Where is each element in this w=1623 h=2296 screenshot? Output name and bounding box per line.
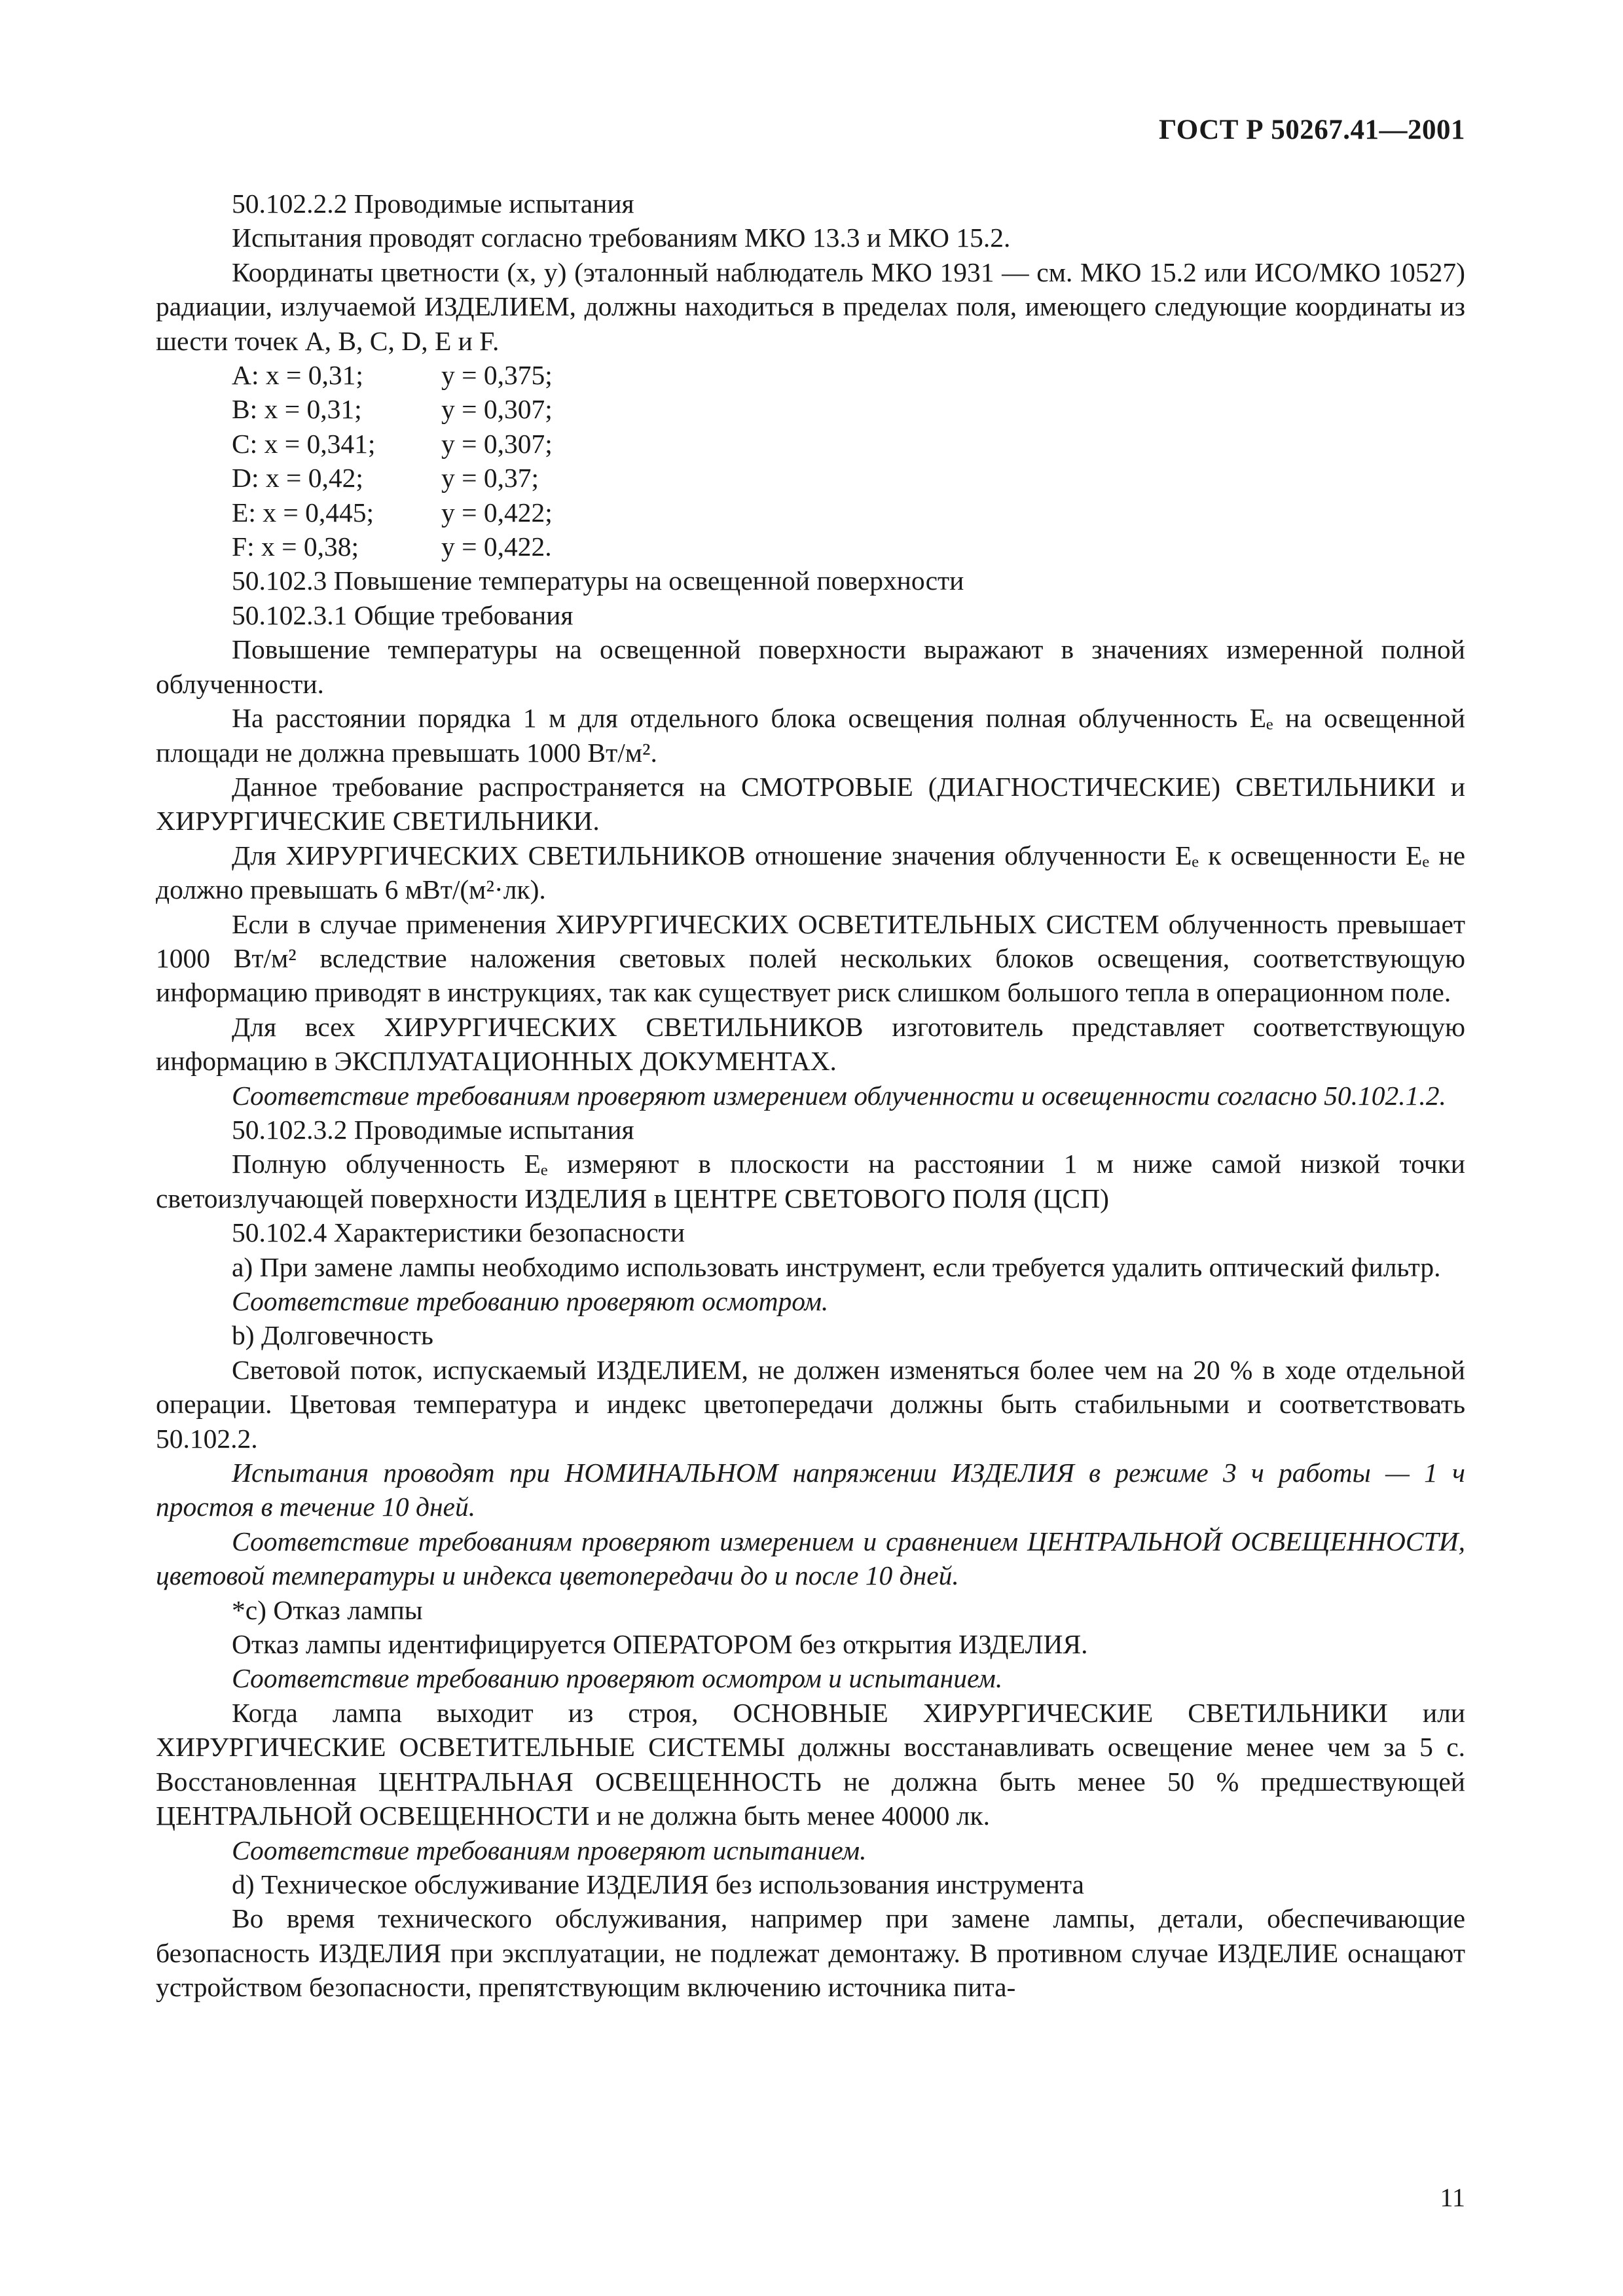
- coordinate-row: [156, 461, 1465, 495]
- coord-y: y = 0,307;: [441, 428, 553, 459]
- paragraph: Если в случае применения ХИРУРГИЧЕСКИХ ОСВЕТИТЕЛЬНЫХ СИСТЕМ облученность превышает 1000 Вт/м² вследствие наложения световых полей нескольких блоков освещения, соответствующую информацию приводят в инструкциях, так как существует риск слишком большого тепла в операционном поле.: [156, 908, 1465, 1008]
- section-heading: 50.102.3.1 Общие требования: [232, 600, 574, 630]
- coord-x: A: x = 0,31;: [232, 360, 363, 391]
- coord-y: y = 0,422.: [441, 531, 552, 562]
- coord-x: E: x = 0,445;: [232, 497, 374, 528]
- coord-x: B: x = 0,31;: [232, 394, 362, 425]
- standard-header: ГОСТ Р 50267.41—2001: [1158, 115, 1465, 145]
- paragraph: Для всех ХИРУРГИЧЕСКИХ СВЕТИЛЬНИКОВ изготовитель представляет соответствующую информацию в ЭКСПЛУАТАЦИОННЫХ ДОКУМЕНТАХ.: [156, 1011, 1465, 1077]
- coord-x: F: x = 0,38;: [232, 531, 359, 562]
- coordinate-row: [156, 358, 1465, 392]
- paragraph: Когда лампа выходит из строя, ОСНОВНЫЕ ХИРУРГИЧЕСКИЕ СВЕТИЛЬНИКИ или ХИРУРГИЧЕСКИЕ ОСВЕТИТЕЛЬНЫЕ СИСТЕМЫ должны восстанавливать освещение менее чем за 5 с. Восстановленная ЦЕНТРАЛЬНАЯ ОСВЕЩЕННОСТЬ не должна быть менее 50 % предшествующей ЦЕНТРАЛЬНОЙ ОСВЕЩЕННОСТИ и не должна быть менее 40000 лк.: [156, 1697, 1465, 1831]
- compliance-note: Соответствие требованию проверяют осмотром.: [232, 1286, 829, 1316]
- paragraph: Испытания проводят согласно требованиям МКО 13.3 и МКО 15.2.: [232, 223, 1011, 253]
- compliance-note: Соответствие требованиям проверяют испытанием.: [232, 1835, 867, 1865]
- paragraph: 50.102.2.2 Проводимые испытания: [232, 188, 634, 219]
- document-page: [156, 105, 1465, 2265]
- paragraph: Данное требование распространяется на СМОТРОВЫЕ (ДИАГНОСТИЧЕСКИЕ) СВЕТИЛЬНИКИ и ХИРУРГИЧЕСКИЕ СВЕТИЛЬНИКИ.: [156, 771, 1465, 836]
- coord-y: y = 0,307;: [441, 394, 553, 425]
- paragraph: Отказ лампы идентифицируется ОПЕРАТОРОМ без открытия ИЗДЕЛИЯ.: [232, 1629, 1088, 1660]
- section-heading: 50.102.4 Характеристики безопасности: [232, 1217, 685, 1248]
- section-heading: 50.102.3.2 Проводимые испытания: [232, 1114, 634, 1145]
- list-item: b) Долговечность: [232, 1320, 433, 1351]
- compliance-note: Соответствие требованию проверяют осмотром и испытанием.: [232, 1663, 1003, 1694]
- section-heading: 50.102.3 Повышение температуры на освещенной поверхности: [232, 565, 964, 596]
- document-body: [156, 187, 1465, 2005]
- paragraph: Световой поток, испускаемый ИЗДЕЛИЕМ, не должен изменяться более чем на 20 % в ходе отдельной операции. Цветовая температура и индекс цветопередачи должны быть стабильными и соответствовать 50.102.2.: [156, 1354, 1465, 1454]
- coord-y: y = 0,422;: [441, 497, 553, 528]
- paragraph: Координаты цветности (x, y) (эталонный наблюдатель МКО 1931 — см. МКО 15.2 или ИСО/МКО 10527) радиации, излучаемой ИЗДЕЛИЕМ, должны находиться в пределах поля, имеющего следующие координаты из шести точек A, B, C, D, E и F.: [156, 257, 1465, 356]
- test-note: Испытания проводят при НОМИНАЛЬНОМ напряжении ИЗДЕЛИЯ в режиме 3 ч работы — 1 ч простоя в течение 10 дней.: [156, 1458, 1465, 1522]
- paragraph: Во время технического обслуживания, например при замене лампы, детали, обеспечивающие безопасность ИЗДЕЛИЯ при эксплуатации, не подлежат демонтажу. В противном случае ИЗДЕЛИЕ оснащают устройством безопасности, препятствующим включению источника пита-: [156, 1903, 1465, 2003]
- compliance-note: Соответствие требованиям проверяют измерением облученности и освещенности согласно 50.102.1.2.: [232, 1080, 1446, 1111]
- coordinate-row: [156, 495, 1465, 529]
- compliance-note: Соответствие требованиям проверяют измерением и сравнением ЦЕНТРАЛЬНОЙ ОСВЕЩЕННОСТИ, цветовой температуры и индекса цветопередачи до и после 10 дней.: [156, 1526, 1465, 1591]
- paragraph: Полную облученность Eₑ измеряют в плоскости на расстоянии 1 м ниже самой низкой точки светоизлучающей поверхности ИЗДЕЛИЯ в ЦЕНТРЕ СВЕТОВОГО ПОЛЯ (ЦСП): [156, 1149, 1465, 1213]
- paragraph: Для ХИРУРГИЧЕСКИХ СВЕТИЛЬНИКОВ отношение значения облученности Eₑ к освещенности Eₑ не должно превышать 6 мВт/(м²·лк).: [156, 840, 1465, 905]
- list-item: d) Техническое обслуживание ИЗДЕЛИЯ без использования инструмента: [232, 1869, 1084, 1899]
- coord-y: y = 0,37;: [441, 463, 539, 493]
- coordinate-row: [156, 392, 1465, 426]
- coord-x: D: x = 0,42;: [232, 463, 363, 493]
- paragraph: На расстоянии порядка 1 м для отдельного блока освещения полная облученность Eₑ на освещенной площади не должна превышать 1000 Вт/м².: [156, 703, 1465, 768]
- coordinate-row: [156, 529, 1465, 564]
- list-item: *c) Отказ лампы: [232, 1594, 423, 1625]
- coord-y: y = 0,375;: [441, 360, 553, 391]
- paragraph: a) При замене лампы необходимо использовать инструмент, если требуется удалить оптический фильтр.: [232, 1251, 1441, 1282]
- coord-x: C: x = 0,341;: [232, 428, 376, 459]
- page-number: 11: [1440, 2183, 1465, 2212]
- paragraph: Повышение температуры на освещенной поверхности выражают в значениях измеренной полной облученности.: [156, 634, 1465, 699]
- coordinate-row: [156, 427, 1465, 461]
